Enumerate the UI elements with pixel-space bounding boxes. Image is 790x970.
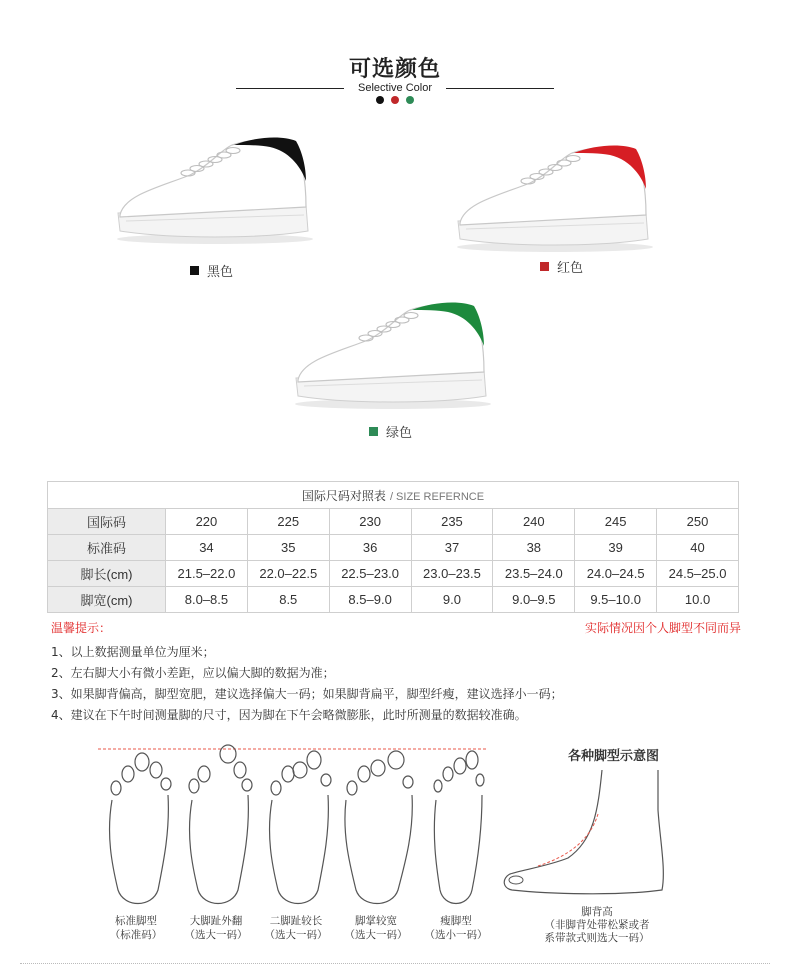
color-label-green: 绿色 <box>386 426 413 441</box>
table-header-row <box>48 482 739 509</box>
table-cell: 9.5–10.0 <box>575 587 657 613</box>
table-cell: 8.0–8.5 <box>166 587 248 613</box>
notes-list <box>51 642 751 726</box>
color-dots <box>376 96 416 104</box>
table-cell: 36 <box>329 535 411 561</box>
foot-label-slim <box>416 914 496 942</box>
foot-type-advice: （标准码） <box>109 929 163 941</box>
foot-label-long-second-toe <box>256 914 336 942</box>
table-cell: 8.5–9.0 <box>329 587 411 613</box>
shoe-upper <box>120 139 306 217</box>
table-cell: 24.0–24.5 <box>575 561 657 587</box>
row-label: 标准码 <box>48 535 166 561</box>
table-cell: 245 <box>575 509 657 535</box>
color-dot-red <box>391 96 399 104</box>
table-cell: 21.5–22.0 <box>166 561 248 587</box>
foot-type-name: 脚掌较宽 <box>355 915 397 927</box>
table-cell: 39 <box>575 535 657 561</box>
foot-outline-wide <box>345 751 413 904</box>
foot-type-advice: （选大一码） <box>344 929 408 941</box>
shoe-upper <box>460 147 646 225</box>
note-item: 4、建议在下午时间测量脚的尺寸，因为脚在下午会略微膨胀，此时所测量的数据较准确。 <box>51 708 527 722</box>
table-cell: 8.5 <box>247 587 329 613</box>
foot-outline-standard <box>110 753 171 904</box>
table-cell: 250 <box>657 509 739 535</box>
side-label-line: （非脚背处带松紧或者 <box>544 919 650 931</box>
foot-outline-bunion <box>189 745 252 904</box>
note-item: 2、左右脚大小有微小差距，应以偏大脚的数据为准； <box>51 666 335 680</box>
table-cell: 23.5–24.0 <box>493 561 575 587</box>
table-cell: 9.0–9.5 <box>493 587 575 613</box>
foot-label-wide <box>336 914 416 942</box>
foot-type-advice: （选大一码） <box>184 929 248 941</box>
foot-type-advice: （选大一码） <box>264 929 328 941</box>
table-cell: 9.0 <box>411 587 493 613</box>
table-row <box>48 535 739 561</box>
note-item: 3、如果脚背偏高，脚型宽肥，建议选择偏大一码；如果脚背扁平，脚型纤瘦，建议选择小一码； <box>51 687 563 701</box>
table-cell: 240 <box>493 509 575 535</box>
table-cell: 22.0–22.5 <box>247 561 329 587</box>
color-label-black: 黑色 <box>207 265 234 280</box>
color-dot-green <box>406 96 414 104</box>
color-label-red: 红色 <box>557 261 584 276</box>
color-option-red[interactable] <box>540 257 583 276</box>
color-option-green[interactable] <box>369 422 412 441</box>
foot-outline-long-second-toe <box>270 751 331 904</box>
table-cell: 10.0 <box>657 587 739 613</box>
shoe-image-black[interactable] <box>110 135 320 247</box>
divider-right <box>446 88 554 89</box>
shoe-image-red[interactable] <box>450 143 660 255</box>
foot-type-advice: （选小一码） <box>424 929 488 941</box>
table-cell: 35 <box>247 535 329 561</box>
table-cell: 23.0–23.5 <box>411 561 493 587</box>
table-cell: 22.5–23.0 <box>329 561 411 587</box>
subtitle: Selective Color <box>358 82 432 94</box>
foot-label-bunion <box>176 914 256 942</box>
row-label: 国际码 <box>48 509 166 535</box>
table-cell: 38 <box>493 535 575 561</box>
table-cell: 220 <box>166 509 248 535</box>
row-label: 脚长(cm) <box>48 561 166 587</box>
foot-type-name: 大脚趾外翻 <box>189 915 243 927</box>
page-title: 可选颜色 <box>348 57 441 82</box>
table-row <box>48 509 739 535</box>
foot-type-name: 瘦脚型 <box>440 915 472 927</box>
foot-label-standard <box>96 914 176 942</box>
foot-types-illustration <box>90 740 500 910</box>
table-title-text: 国际尺码对照表 <box>301 488 386 503</box>
note-item: 1、以上数据测量单位为厘米； <box>51 645 215 659</box>
table-cell: 230 <box>329 509 411 535</box>
foot-types-title: 各种脚型示意图 <box>568 749 660 764</box>
table-title-sub: / SIZE REFERNCE <box>389 490 485 503</box>
side-foot-label <box>522 906 672 945</box>
divider-left <box>236 88 344 89</box>
table-cell: 37 <box>411 535 493 561</box>
subtitle-row <box>236 82 554 96</box>
side-foot-illustration <box>498 770 668 900</box>
table-cell: 235 <box>411 509 493 535</box>
size-reference-table <box>47 481 739 613</box>
tips-heading: 温馨提示： <box>51 621 112 635</box>
foot-type-name: 标准脚型 <box>115 915 157 927</box>
table-row <box>48 561 739 587</box>
swatch-red <box>540 262 549 271</box>
color-option-black[interactable] <box>190 261 233 280</box>
table-title <box>48 482 739 509</box>
foot-type-name: 二脚趾较长 <box>269 915 323 927</box>
shoe-upper <box>298 304 484 382</box>
shoe-image-green[interactable] <box>288 300 498 412</box>
tips-disclaimer: 实际情况因个人脚型不同而异 <box>584 621 741 635</box>
foot-outline-slim <box>434 751 484 904</box>
row-label: 脚宽(cm) <box>48 587 166 613</box>
table-row <box>48 587 739 613</box>
swatch-green <box>369 427 378 436</box>
table-cell: 225 <box>247 509 329 535</box>
table-cell: 34 <box>166 535 248 561</box>
table-cell: 24.5–25.0 <box>657 561 739 587</box>
color-dot-black <box>376 96 384 104</box>
bottom-divider <box>20 963 770 964</box>
swatch-black <box>190 266 199 275</box>
side-label-line: 脚背高 <box>581 906 613 918</box>
side-label-line: 系带款式则选大一码） <box>544 932 650 944</box>
table-cell: 40 <box>657 535 739 561</box>
